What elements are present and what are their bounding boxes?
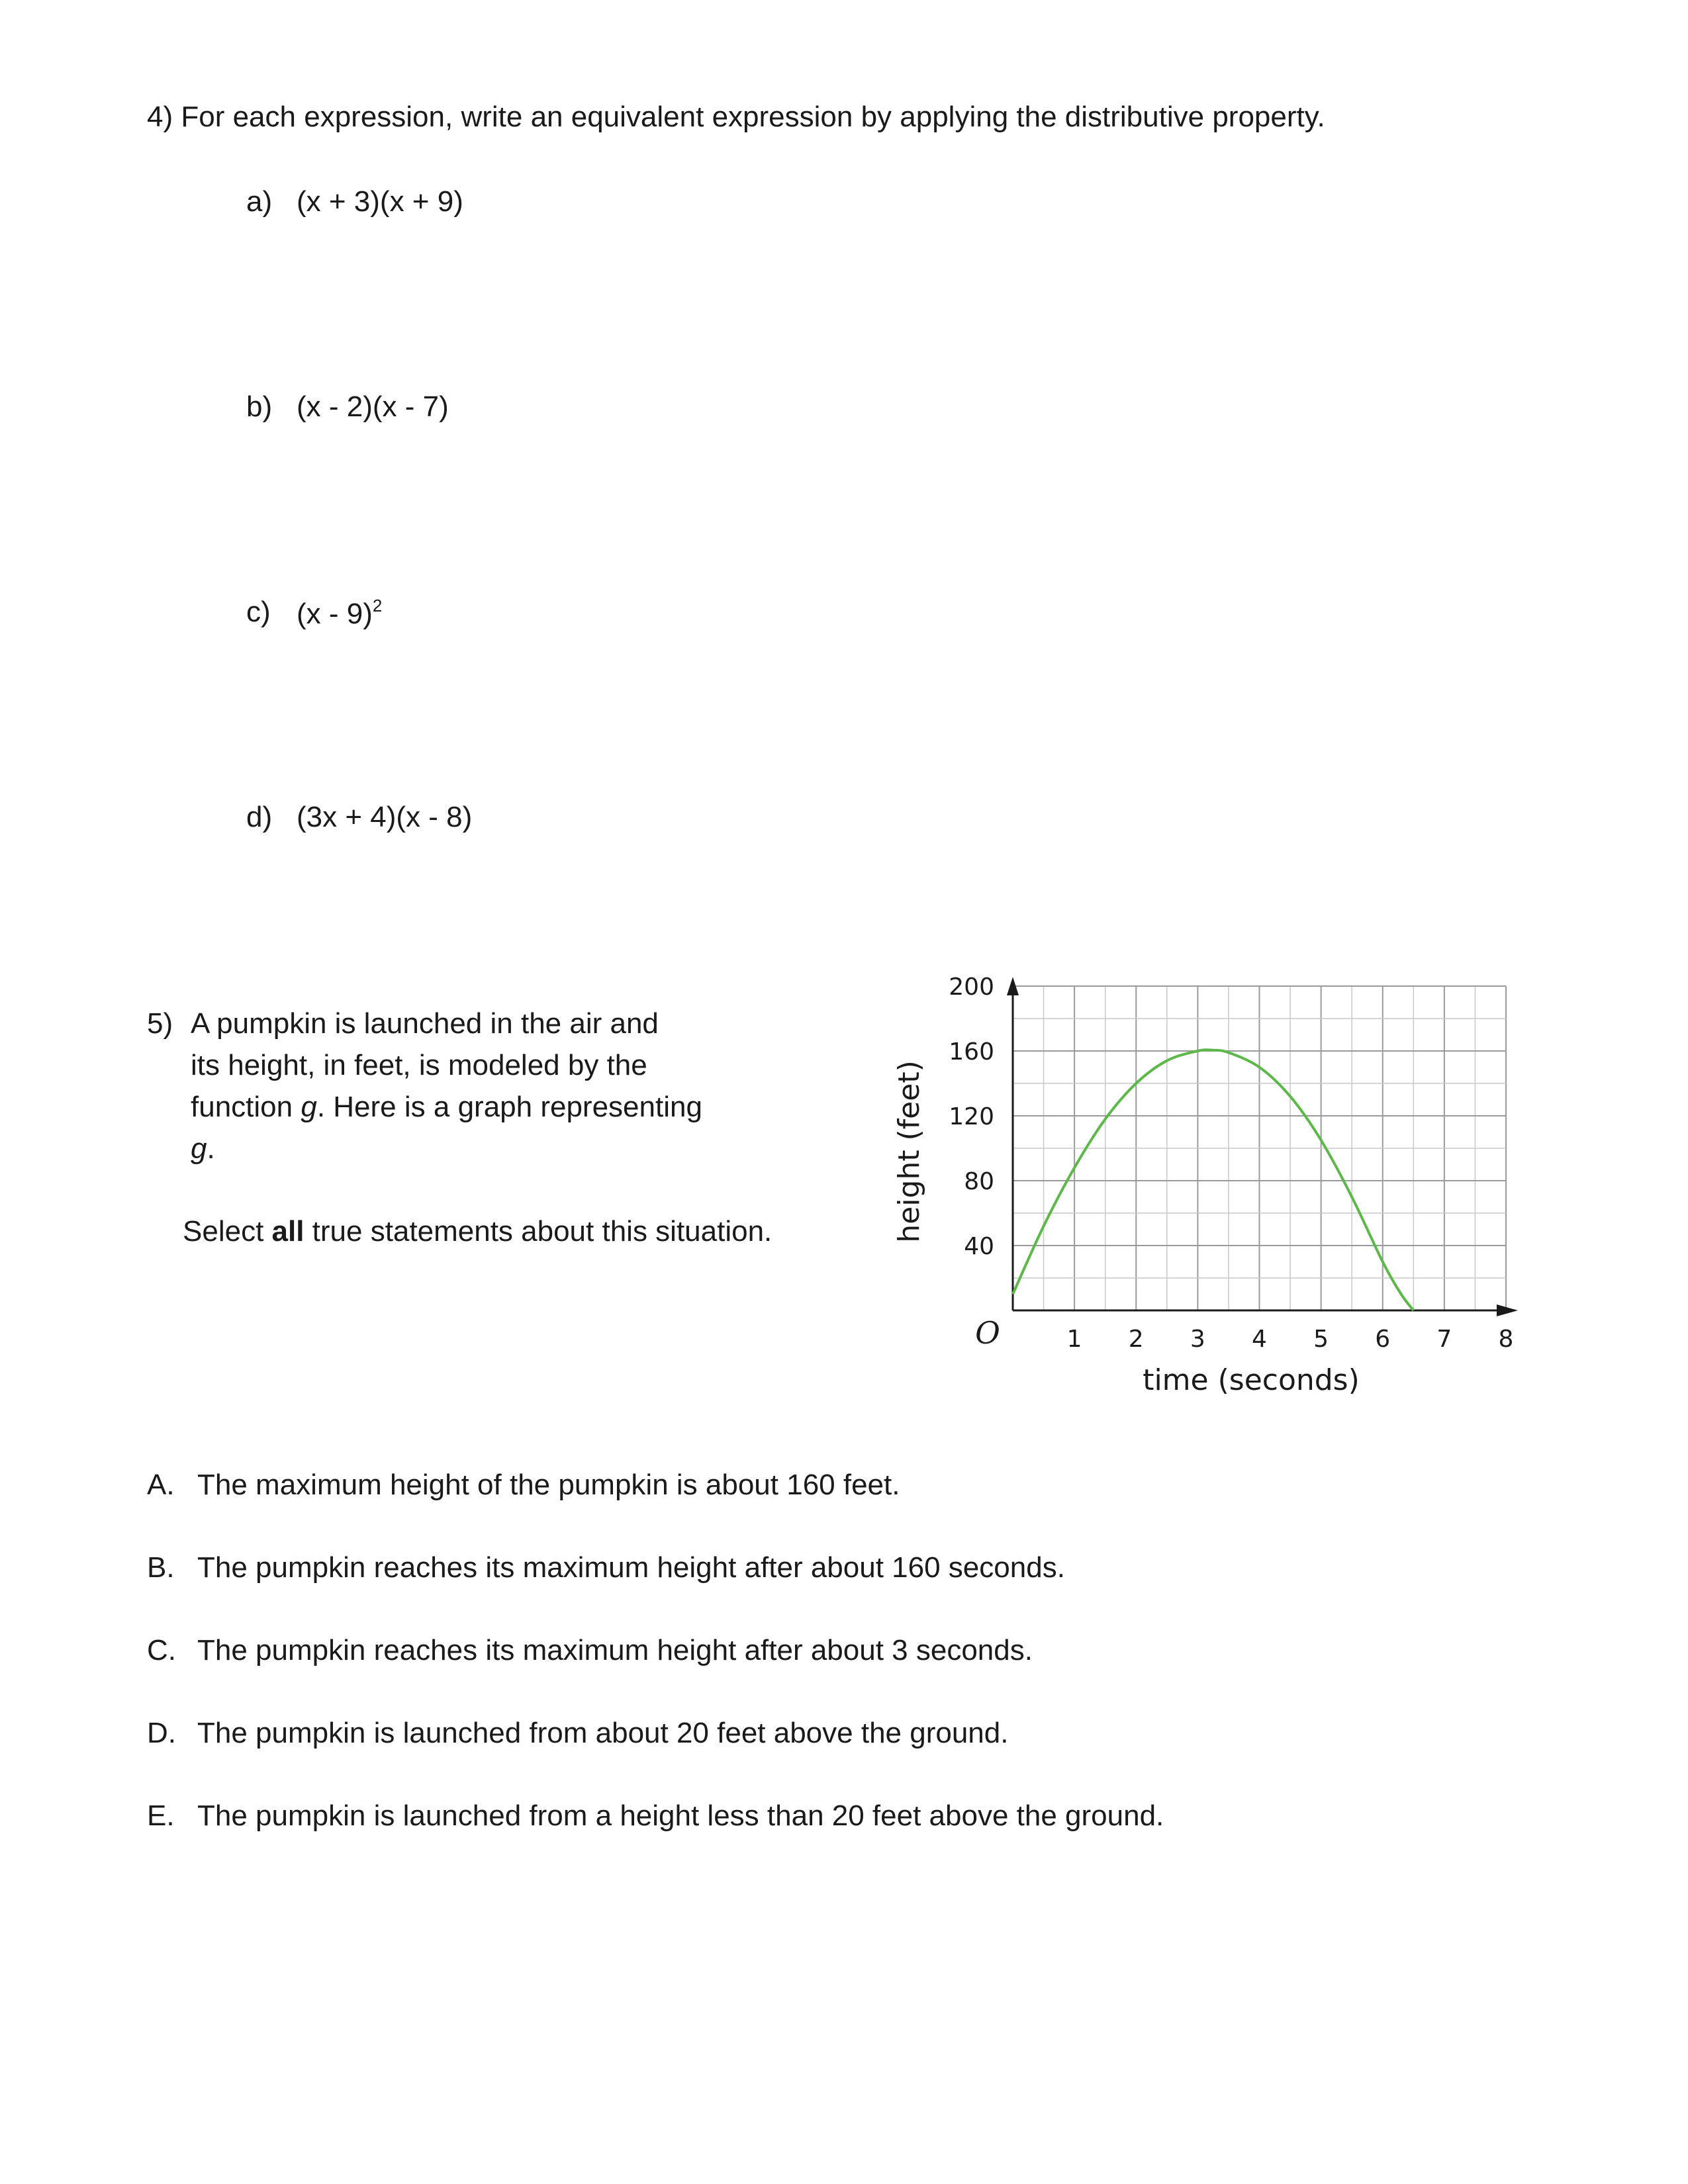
x-axis-label: time (seconds) xyxy=(1143,1363,1360,1397)
choice-b-text[interactable]: The pumpkin reaches its maximum height after about 160 seconds. xyxy=(197,1551,1065,1584)
y-axis-label: height (feet) xyxy=(892,1060,926,1243)
choice-a-text[interactable]: The maximum height of the pumpkin is about 160 feet. xyxy=(197,1469,900,1501)
q4-number: 4) xyxy=(147,101,173,133)
choice-letter[interactable]: E. xyxy=(147,1799,175,1832)
emphasis: all xyxy=(271,1215,305,1248)
q5-text: true statements about this situation. xyxy=(304,1215,773,1248)
choice-c-text[interactable]: The pumpkin reaches its maximum height after about 3 seconds. xyxy=(197,1634,1033,1666)
x-tick-label: 4 xyxy=(1252,1326,1267,1353)
part-letter: a) xyxy=(246,185,273,218)
y-tick-label: 120 xyxy=(949,1103,994,1130)
choice-letter[interactable]: C. xyxy=(147,1634,176,1666)
q5-text: Select xyxy=(183,1215,272,1248)
q5-line-1: A pumpkin is launched in the air and xyxy=(191,1007,659,1040)
part-letter: c) xyxy=(246,596,271,628)
q5-line-3 xyxy=(191,1091,702,1124)
part-letter: b) xyxy=(246,390,273,423)
exponent: 2 xyxy=(372,596,383,615)
part-letter: d) xyxy=(246,801,273,833)
x-tick-label: 2 xyxy=(1128,1326,1144,1353)
choice-d-text[interactable]: The pumpkin is launched from about 20 feet above the ground. xyxy=(197,1717,1009,1749)
y-tick-label: 160 xyxy=(949,1038,994,1066)
q5-select-instruction xyxy=(183,1215,772,1248)
x-tick-label: 1 xyxy=(1066,1326,1082,1353)
y-tick-label: 40 xyxy=(964,1233,994,1260)
origin-label: O xyxy=(975,1315,1000,1351)
part-expression: (x - 2)(x - 7) xyxy=(297,390,449,423)
q5-line-4 xyxy=(191,1132,215,1165)
q5-line-2: its height, in feet, is modeled by the xyxy=(191,1049,647,1081)
part-expression: (x - 9) xyxy=(297,598,373,630)
part-expression: (x + 3)(x + 9) xyxy=(297,185,463,218)
q5-text: . Here is a graph representing xyxy=(316,1091,702,1123)
axes xyxy=(1007,977,1518,1316)
q5-text: . xyxy=(207,1132,215,1165)
q4-heading xyxy=(147,103,1325,132)
height-time-graph xyxy=(880,960,1529,1423)
x-tick-label: 7 xyxy=(1436,1326,1452,1353)
choice-letter[interactable]: A. xyxy=(147,1469,175,1501)
q5-text: function xyxy=(191,1091,301,1123)
choice-letter[interactable]: B. xyxy=(147,1551,175,1584)
x-axis-arrow xyxy=(1497,1304,1518,1316)
x-tick-label: 6 xyxy=(1375,1326,1391,1353)
function-name: g xyxy=(191,1132,207,1165)
choice-e-text[interactable]: The pumpkin is launched from a height less than 20 feet above the ground. xyxy=(197,1799,1164,1832)
y-tick-label: 80 xyxy=(964,1168,994,1195)
part-expression-with-exponent xyxy=(297,596,382,631)
tick-labels xyxy=(949,974,1513,1353)
part-expression: (3x + 4)(x - 8) xyxy=(297,801,473,833)
function-name: g xyxy=(301,1091,317,1123)
x-tick-label: 8 xyxy=(1498,1326,1514,1353)
x-tick-label: 5 xyxy=(1313,1326,1329,1353)
q5-number: 5) xyxy=(147,1007,173,1040)
y-tick-label: 200 xyxy=(949,974,994,1001)
choice-letter[interactable]: D. xyxy=(147,1717,176,1749)
x-tick-label: 3 xyxy=(1190,1326,1205,1353)
q4-prompt: For each expression, write an equivalent expression by applying the distributive property. xyxy=(181,101,1325,133)
